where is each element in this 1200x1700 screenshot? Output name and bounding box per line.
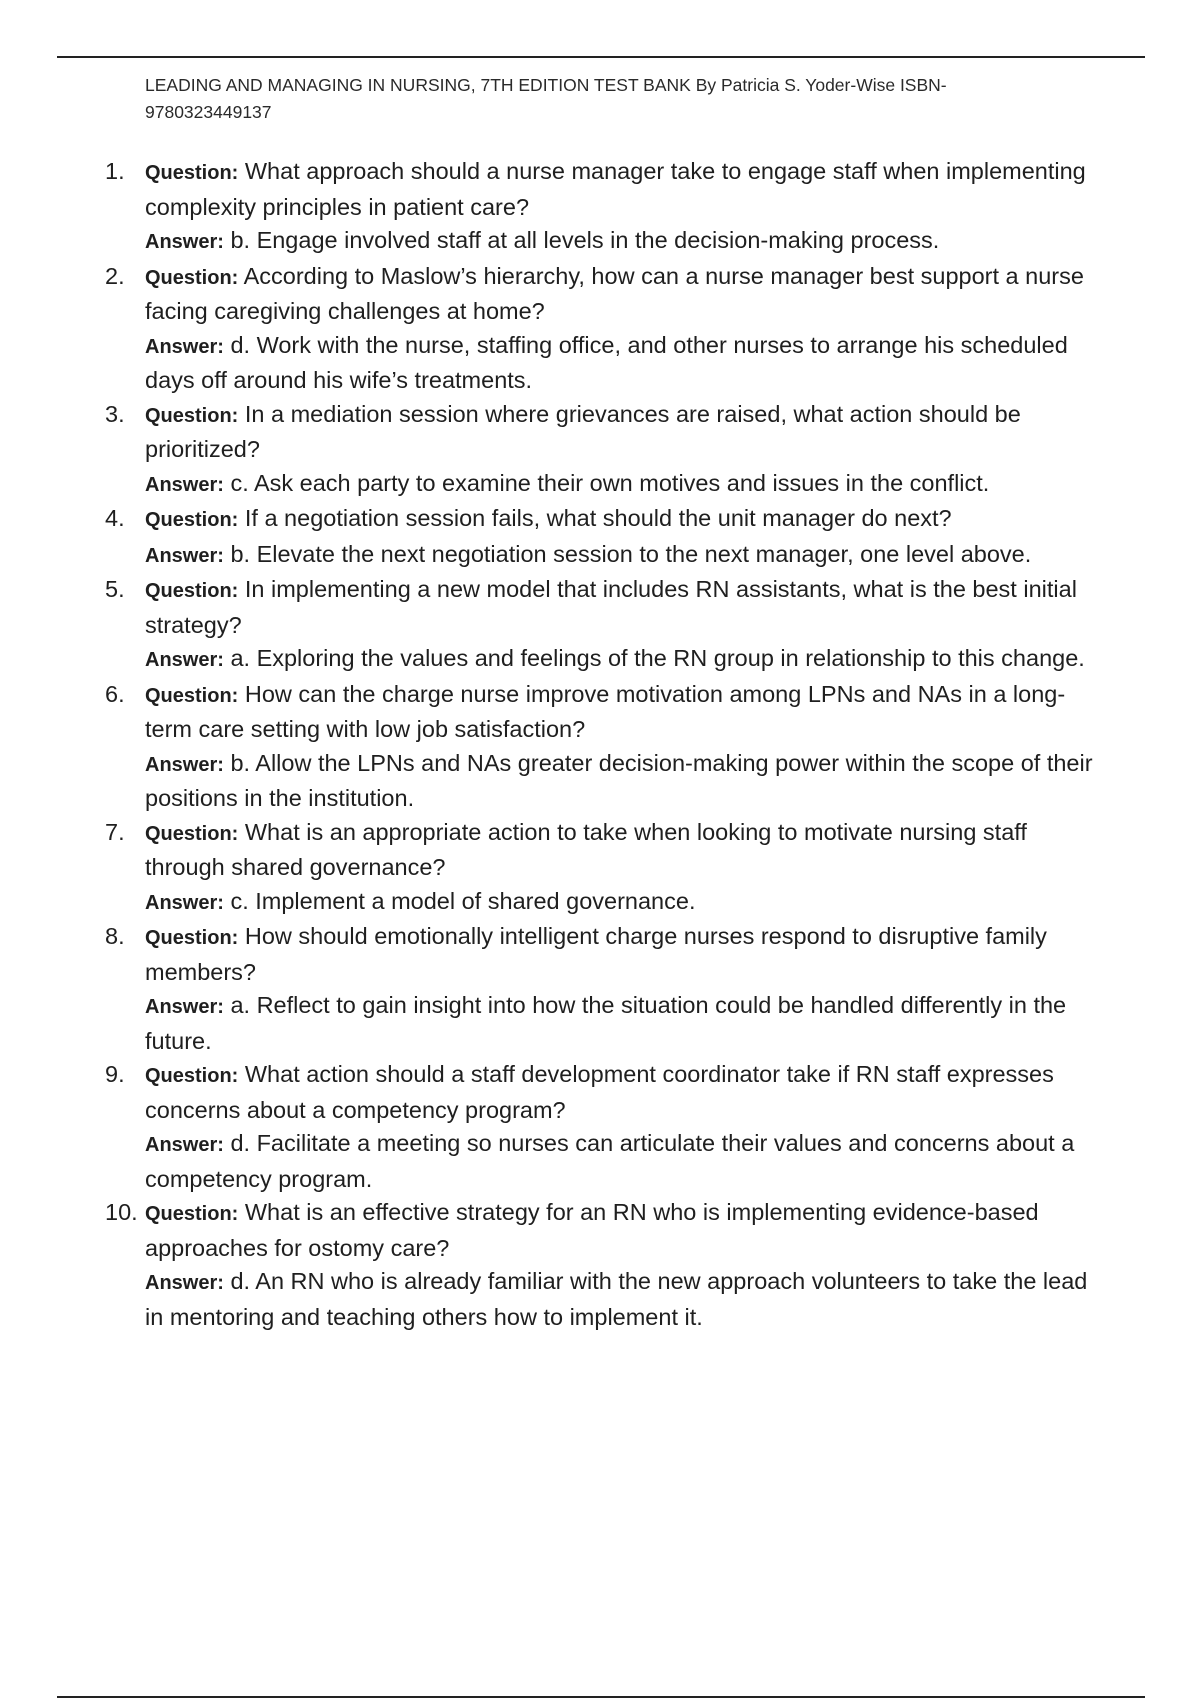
- question: [145, 573, 1095, 642]
- document-header: LEADING AND MANAGING IN NURSING, 7TH EDITION TEST BANK By Patricia S. Yoder-Wise ISBN-9780323449137: [145, 75, 947, 122]
- question-list: [105, 155, 1095, 1334]
- answer-text: c. Ask each party to examine their own motives and issues in the conflict.: [230, 469, 990, 496]
- item-number: 7.: [105, 818, 125, 845]
- answer-text: d. An RN who is already familiar with the new approach volunteers to take the lead in mentoring and teaching others how to implement it.: [145, 1268, 1088, 1330]
- list-item: [105, 155, 1095, 260]
- list-item: [105, 1058, 1095, 1196]
- answer: [145, 1265, 1095, 1334]
- question: [145, 1058, 1095, 1127]
- answer-label: Answer:: [145, 335, 224, 358]
- question-text: What action should a staff development coordinator take if RN staff expresses concerns about a competency program?: [145, 1061, 1054, 1123]
- question-text: In implementing a new model that includes RN assistants, what is the best initial strategy?: [145, 576, 1077, 638]
- list-item: [105, 573, 1095, 678]
- answer: [145, 224, 1095, 260]
- question-text: How should emotionally intelligent charge nurses respond to disruptive family members?: [145, 923, 1047, 985]
- answer: [145, 885, 1095, 921]
- question-label: Question:: [145, 404, 239, 427]
- answer-text: a. Reflect to gain insight into how the situation could be handled differently in the future.: [145, 992, 1067, 1054]
- question-label: Question:: [145, 927, 239, 949]
- list-item: [105, 920, 1095, 1058]
- item-number: 5.: [105, 576, 125, 602]
- list-item: [105, 398, 1095, 503]
- answer-text: a. Exploring the values and feelings of the RN group in relationship to this change.: [230, 645, 1085, 671]
- question: [145, 155, 1095, 224]
- question: [145, 816, 1095, 885]
- question-text: How can the charge nurse improve motivation among LPNs and NAs in a long-term care setting with low job satisfaction?: [145, 680, 1066, 742]
- answer-text: b. Elevate the next negotiation session to the next manager, one level above.: [230, 540, 1032, 567]
- question-label: Question:: [145, 1203, 239, 1225]
- question-text: In a mediation session where grievances are raised, what action should be prioritized?: [145, 400, 1021, 462]
- top-rule: [57, 56, 1145, 58]
- answer-label: Answer:: [145, 1134, 224, 1156]
- answer-text: d. Work with the nurse, staffing office, and other nurses to arrange his scheduled days off around his wife’s treatments.: [145, 331, 1068, 393]
- question-text: What is an effective strategy for an RN who is implementing evidence-based approaches for ostomy care?: [145, 1199, 1039, 1261]
- question-label: Question:: [145, 580, 239, 602]
- answer-label: Answer:: [145, 649, 224, 671]
- answer-label: Answer:: [145, 1272, 224, 1294]
- item-number: 6.: [105, 680, 125, 707]
- list-item: [105, 502, 1095, 573]
- list-item: [105, 816, 1095, 921]
- question-text: What is an appropriate action to take when looking to motivate nursing staff through shared governance?: [145, 818, 1027, 880]
- answer: [145, 642, 1095, 678]
- answer-label: Answer:: [145, 473, 224, 496]
- question-label: Question:: [145, 822, 239, 845]
- question-label: Question:: [145, 684, 239, 707]
- item-number: 9.: [105, 1061, 125, 1087]
- answer-text: c. Implement a model of shared governance.: [230, 887, 696, 914]
- item-number: 8.: [105, 923, 125, 949]
- answer: [145, 329, 1095, 398]
- answer: [145, 747, 1095, 816]
- answer-label: Answer:: [145, 231, 224, 253]
- question-label: Question:: [145, 266, 239, 289]
- answer-label: Answer:: [145, 544, 224, 567]
- question: [145, 398, 1095, 467]
- answer-label: Answer:: [145, 753, 224, 776]
- question: [145, 1196, 1095, 1265]
- question-label: Question:: [145, 509, 239, 531]
- answer: [145, 538, 1095, 574]
- item-number: 1.: [105, 158, 125, 184]
- bottom-rule: [57, 1696, 1145, 1698]
- question: [145, 678, 1095, 747]
- answer: [145, 1127, 1095, 1196]
- question-text: According to Maslow’s hierarchy, how can a nurse manager best support a nurse facing caregiving challenges at home?: [145, 262, 1084, 324]
- list-item: [105, 260, 1095, 398]
- answer-text: d. Facilitate a meeting so nurses can articulate their values and concerns about a competency program.: [145, 1130, 1075, 1192]
- answer: [145, 467, 1095, 503]
- question-label: Question:: [145, 162, 239, 184]
- list-item: [105, 1196, 1095, 1334]
- item-number: 10.: [105, 1199, 138, 1225]
- question: [145, 920, 1095, 989]
- answer-text: b. Allow the LPNs and NAs greater decision-making power within the scope of their positions in the institution.: [145, 749, 1093, 811]
- answer-text: b. Engage involved staff at all levels in the decision-making process.: [230, 227, 940, 253]
- question-label: Question:: [145, 1065, 239, 1087]
- question-text: What approach should a nurse manager take to engage staff when implementing complexity principles in patient care?: [145, 158, 1086, 220]
- answer-label: Answer:: [145, 891, 224, 914]
- question: [145, 260, 1095, 329]
- question-text: If a negotiation session fails, what should the unit manager do next?: [244, 505, 952, 531]
- item-number: 2.: [105, 262, 125, 289]
- item-number: 4.: [105, 505, 125, 531]
- question: [145, 502, 1095, 538]
- list-item: [105, 678, 1095, 816]
- answer-label: Answer:: [145, 996, 224, 1018]
- answer: [145, 989, 1095, 1058]
- item-number: 3.: [105, 400, 125, 427]
